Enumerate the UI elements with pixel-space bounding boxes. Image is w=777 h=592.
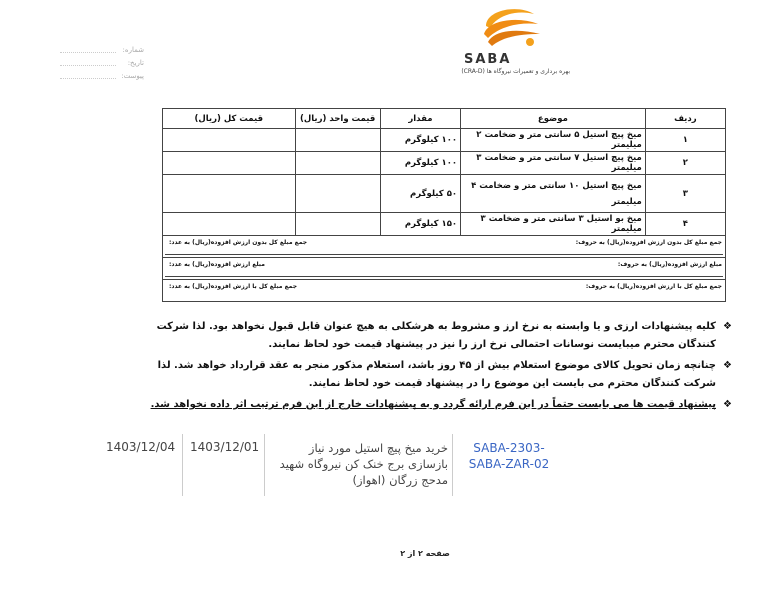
summary-vat-words: مبلغ ارزش افزوده(ریال) به حروف: <box>617 261 722 268</box>
summary-subtotal-words: جمع مبلغ کل بدون ارزش افزوده(ریال) به حروف: <box>575 239 722 246</box>
table-row <box>163 152 726 175</box>
row-index: ۳ <box>645 175 725 213</box>
diamond-bullet-icon: ❖ <box>723 399 732 410</box>
note-item <box>150 357 732 393</box>
diamond-bullet-icon: ❖ <box>723 360 732 371</box>
row-unit-price[interactable] <box>295 129 380 152</box>
page-number: صفحه ۲ از ۲ <box>400 549 450 558</box>
row-subject: میخ پیچ استیل ۷ سانتی متر و ضخامت ۳ میلیمتر <box>461 152 646 175</box>
summary-vat-digits: مبلغ ارزش افزوده(ریال) به عدد: <box>169 261 265 268</box>
row-total-price[interactable] <box>163 213 296 236</box>
divider <box>182 434 183 496</box>
summary-total-words: جمع مبلغ کل با ارزش افزوده(ریال) به حروف: <box>585 283 722 290</box>
brand-word: SABA <box>464 52 512 67</box>
header-subject: موضوع <box>461 109 646 129</box>
due-date: 1403/12/04 <box>106 440 176 454</box>
summary-subtotal-digits: جمع مبلغ کل بدون ارزش افزوده(ریال) به عدد: <box>169 239 308 246</box>
row-quantity: ۱۵۰ کیلوگرم <box>380 213 460 236</box>
header-quantity: مقدار <box>380 109 460 129</box>
brand-subtitle: بهره برداری و تعمیرات نیروگاه ها (CRA-D) <box>461 68 570 75</box>
summary-row-total <box>162 280 726 302</box>
meta-date-label: تاریخ: <box>60 59 144 67</box>
table-row <box>163 213 726 236</box>
row-quantity: ۱۰۰ کیلوگرم <box>380 152 460 175</box>
notes-section <box>150 318 732 417</box>
row-index: ۴ <box>645 213 725 236</box>
row-index: ۱ <box>645 129 725 152</box>
issue-date: 1403/12/01 <box>190 440 260 454</box>
note-item <box>150 396 732 414</box>
summary-divider <box>165 254 723 255</box>
summary-divider <box>165 276 723 277</box>
row-subject: میخ پیچ استیل ۵ سانتی متر و ضخامت ۲ میلیمتر <box>461 129 646 152</box>
row-unit-price[interactable] <box>295 152 380 175</box>
row-quantity: ۵۰ کیلوگرم <box>380 175 460 213</box>
company-logo <box>462 4 570 78</box>
saba-logo-mark-icon <box>478 4 544 50</box>
table-row <box>163 129 726 152</box>
summary-total-digits: جمع مبلغ کل با ارزش افزوده(ریال) به عدد: <box>169 283 298 290</box>
row-unit-price[interactable] <box>295 213 380 236</box>
summary-row-subtotal <box>162 236 726 258</box>
table-header-row <box>163 109 726 129</box>
items-table <box>162 108 726 236</box>
meta-attachment-label: پیوست: <box>60 72 144 80</box>
row-index: ۲ <box>645 152 725 175</box>
row-total-price[interactable] <box>163 152 296 175</box>
table-row <box>163 175 726 213</box>
row-quantity: ۱۰۰ کیلوگرم <box>380 129 460 152</box>
header-total-price: قیمت کل (ریال) <box>163 109 296 129</box>
note-item <box>150 318 732 354</box>
divider <box>264 434 265 496</box>
row-subject: میخ پیچ استیل ۱۰ سانتی متر و ضخامت ۴ میلیمتر <box>461 175 646 213</box>
row-subject: میخ بو استیل ۳ سانتی متر و ضخامت ۳ میلیمتر <box>461 213 646 236</box>
note-text: چنانچه زمان تحویل کالای موضوع استعلام بیش از ۴۵ روز باشد، استعلام مذکور منجر به عقد قرارداد خواهد شد. لذا شرکت کنندگان محترم می بایست این موضوع را در پیشنهاد قیمت خود لحاظ نمایند. <box>157 360 716 389</box>
summary-row-vat <box>162 258 726 280</box>
tender-code: SABA-2303-SABA-ZAR-02 <box>468 441 550 471</box>
divider <box>452 434 453 496</box>
diamond-bullet-icon: ❖ <box>723 321 732 332</box>
row-total-price[interactable] <box>163 175 296 213</box>
header-unit-price: قیمت واحد (ریال) <box>295 109 380 129</box>
header-index: ردیف <box>645 109 725 129</box>
row-total-price[interactable] <box>163 129 296 152</box>
tender-title: خرید میخ پیچ استیل مورد نیاز بازسازی برج خنک کن نیروگاه شهید مدحج زرگان (اهواز) <box>279 441 448 487</box>
note-text: کلیه پیشنهادات ارزی و یا وابسته به نرخ ارز و مشروط به هرشکلی به هیچ عنوان قابل قبول نخواهد بود. لذا شرکت کنندگان محترم میبایست نوسانات احتمالی نرخ ارز را نیز در پیشنهاد قیمت خود لحاظ نمایند. <box>156 321 716 350</box>
meta-number-label: شماره: <box>60 46 144 54</box>
note-text-underlined: پیشنهاد قیمت ها می بایست حتماً در این فرم ارائه گردد و به پیشنهادات خارج از این فرم ترتیب اثر داده نخواهد شد. <box>150 399 716 410</box>
row-unit-price[interactable] <box>295 175 380 213</box>
